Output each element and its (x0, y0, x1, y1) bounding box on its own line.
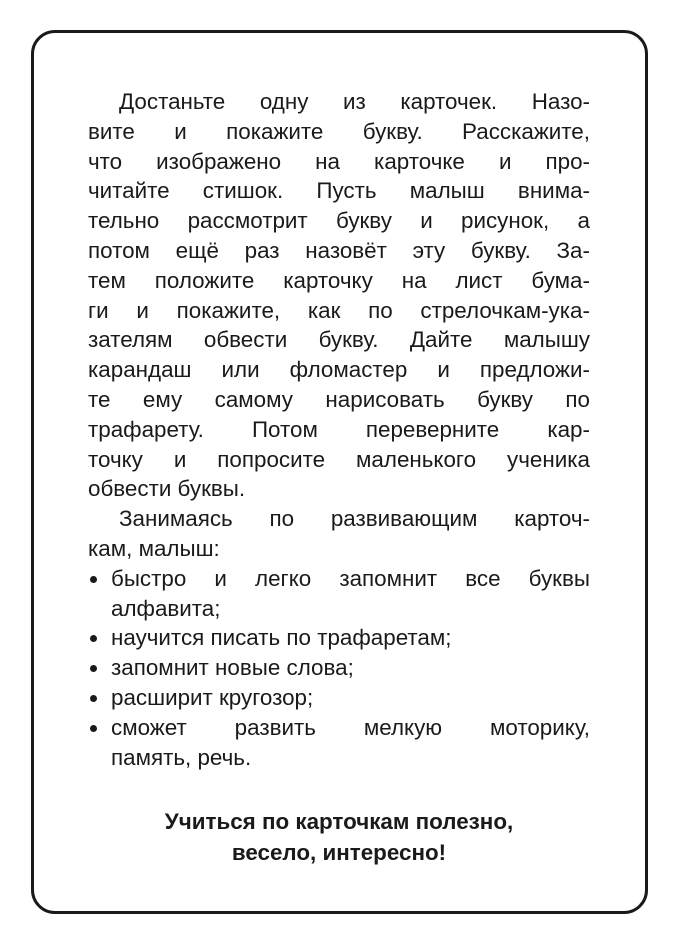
word: бума- (531, 267, 590, 293)
text-line (88, 296, 590, 326)
text-line (88, 355, 590, 385)
word: читайте (88, 178, 170, 204)
word: обвести (203, 327, 288, 353)
list-item-line (88, 713, 590, 743)
word: сможет (111, 714, 187, 740)
bullet-icon (90, 695, 97, 702)
word: попросите (217, 446, 326, 472)
word: карточ- (514, 506, 590, 532)
paragraph-intro-last-line: обвести буквы. (88, 476, 246, 502)
word: по (368, 297, 393, 323)
word: зателям (88, 327, 173, 353)
word: рисунок, (461, 208, 550, 234)
word: назовёт (305, 237, 387, 263)
word: или (221, 357, 260, 383)
word: эту (412, 237, 446, 263)
list-item-text: запомнит новые слова; (111, 655, 354, 681)
word: Назо- (531, 89, 590, 114)
word: Дайте (409, 327, 473, 353)
word: и (498, 148, 512, 174)
word: а (577, 208, 590, 234)
word: запомнит (339, 565, 438, 591)
benefits-list (88, 564, 590, 773)
instruction-text (88, 87, 590, 772)
word: изображено (156, 148, 282, 174)
word: тем (88, 267, 126, 293)
word: Расскажите, (462, 118, 590, 144)
paragraph-benefits-lead-last-line: кам, малыш: (88, 535, 220, 561)
word: как (307, 297, 341, 323)
list-item-line (88, 564, 590, 594)
word: покажите (226, 118, 324, 144)
word: внима- (517, 178, 590, 204)
word: точку (88, 446, 143, 472)
word: и (420, 208, 433, 234)
word: что (88, 148, 123, 174)
word: одну (259, 89, 309, 114)
word: моторику, (490, 714, 590, 740)
word: из (342, 89, 366, 114)
word: на (315, 148, 340, 174)
word: ещё (175, 237, 219, 263)
list-item (88, 713, 590, 773)
paragraph-intro (88, 87, 590, 474)
list-item-line (88, 683, 590, 713)
list-item-continuation: память, речь. (111, 744, 252, 770)
list-item (88, 653, 590, 683)
text-line (88, 325, 590, 355)
word: и (214, 565, 227, 591)
word: и (173, 446, 187, 472)
bullet-icon (90, 576, 97, 583)
word: За- (556, 237, 590, 263)
text-line (119, 87, 590, 117)
closing-line-2: весело, интересно! (231, 840, 447, 865)
word: на (401, 267, 427, 293)
word: и (136, 297, 149, 323)
word: букву. (470, 237, 531, 263)
word: букву (477, 386, 533, 412)
word: раз (244, 237, 280, 263)
word: тельно (88, 208, 160, 234)
word: покажите, (176, 297, 281, 323)
word: трафарету. (88, 416, 204, 442)
word: предложи- (479, 357, 590, 383)
word: рассмотрит (187, 208, 308, 234)
word: ему (142, 386, 183, 412)
list-item-line (88, 653, 590, 683)
list-item-continuation: алфавита; (111, 595, 221, 621)
word: развивающим (330, 506, 478, 532)
word: малыш (409, 178, 485, 204)
word: переверните (365, 416, 500, 442)
word: быстро (111, 565, 187, 591)
word: карточку (283, 267, 373, 293)
word: те (88, 386, 111, 412)
list-item-line (88, 623, 590, 653)
list-item-text: расширит кругозор; (111, 684, 314, 710)
word: карандаш (88, 357, 192, 383)
word: вите (88, 118, 135, 144)
bullet-icon (90, 665, 97, 672)
text-line (88, 266, 590, 296)
list-item (88, 564, 590, 624)
word: все (465, 565, 501, 591)
word: карточке (374, 148, 465, 174)
word: маленького (356, 446, 477, 472)
text-line (88, 176, 590, 206)
word: Занимаясь (119, 506, 233, 532)
word: нарисовать (325, 386, 445, 412)
word: и (174, 118, 187, 144)
list-item (88, 623, 590, 653)
text-line (88, 236, 590, 266)
text-line (88, 445, 590, 475)
list-item (88, 683, 590, 713)
word: Достаньте (119, 89, 226, 114)
bullet-icon (90, 635, 97, 642)
word: буквы (528, 565, 590, 591)
text-line (88, 117, 590, 147)
closing-line-1: Учиться по карточкам полезно, (164, 809, 514, 834)
word: по (269, 506, 295, 532)
word: карточек. (400, 89, 498, 114)
text-line (88, 206, 590, 236)
word: про- (545, 148, 590, 174)
word: мелкую (363, 714, 443, 740)
list-item-text: научится писать по трафаретам; (111, 625, 452, 651)
text-line (88, 415, 590, 445)
word: по (565, 386, 590, 412)
closing-slogan (88, 806, 590, 868)
text-line (119, 504, 590, 534)
word: кар- (547, 416, 590, 442)
word: букву (335, 208, 392, 234)
word: ги (88, 297, 109, 323)
text-line (88, 385, 590, 415)
paragraph-benefits-lead (88, 504, 590, 534)
word: положите (154, 267, 255, 293)
text-line (88, 147, 590, 177)
word: развить (234, 714, 316, 740)
word: Потом (251, 416, 318, 442)
word: лист (455, 267, 503, 293)
word: самому (214, 386, 293, 412)
word: букву. (318, 327, 379, 353)
word: потом (88, 237, 150, 263)
word: букву. (362, 118, 423, 144)
word: легко (255, 565, 312, 591)
bullet-icon (90, 725, 97, 732)
word: стишок. (202, 178, 284, 204)
word: Пусть (316, 178, 377, 204)
word: ученика (507, 446, 590, 472)
word: и (437, 357, 450, 383)
word: малышу (503, 327, 590, 353)
word: фломастер (289, 357, 408, 383)
word: стрелочкам-ука- (420, 297, 590, 323)
